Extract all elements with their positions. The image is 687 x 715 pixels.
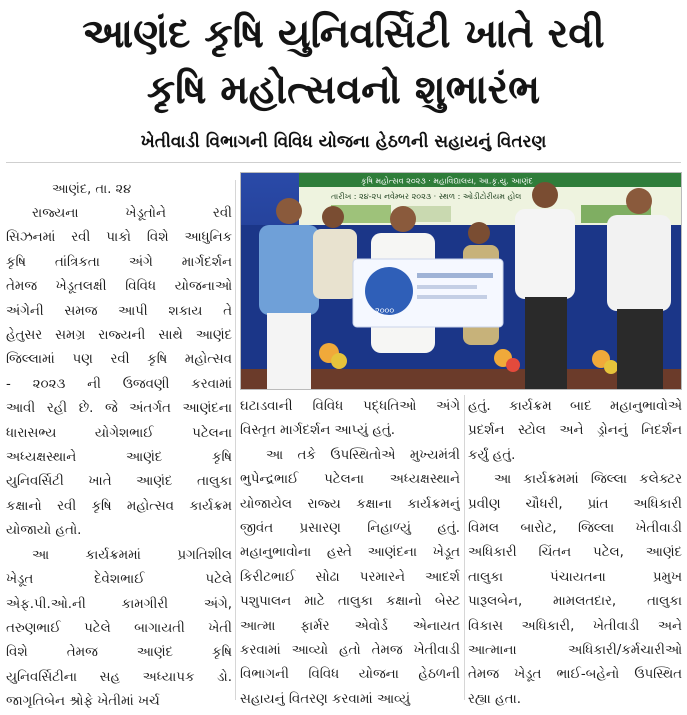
article-line: યુનિવર્સિટી ખાતે આણંદ તાલુકા [6,474,232,490]
article-column-1 [6,202,232,715]
column-divider [464,395,465,700]
news-photo [240,172,682,390]
column-divider [235,180,236,700]
ceremonial-cheque [353,259,503,327]
article-line: વિસ્તૃત માર્ગદર્શન આપ્યું હતું. [240,423,396,439]
article-column-3 [468,395,682,712]
article-line: આવી રહી છે. જે અંતર્ગત આણંદના [6,401,232,417]
article-line: યુનિવર્સિટીના સહ અધ્યાપક ડો. [6,669,232,685]
headline-line-2: કૃષિ મહોત્સવનો શુભારંભ [146,67,541,113]
banner-line-2: તારીખ : ૨૪-૨૫ નવેમ્બર ૨૦૨૩ · સ્થળ : ઓડીટોરીયમ હોલ [331,192,522,201]
article-line: વિભાગની વિવિધ યોજના હેઠળની [240,667,460,683]
article-line: કૃષિ તાંત્રિકતા અંગે માર્ગદર્શન [6,254,232,270]
article-line: પારૂલબેન, મામલતદાર, તાલુકા [468,594,682,610]
article-line: મહાનુભાવોના હસ્તે આણંદના ખેડૂત [240,545,460,561]
article-line: તેમજ ખેડૂતલક્ષી વિવિધ યોજનાઓ [6,279,232,295]
article-line: જાગૃતિબેન શ્રોફે ખેતીમાં ખર્ચ [6,694,160,710]
article-line: યોજાયેલ રાજ્ય કક્ષાના કાર્યક્રમનું [240,496,460,512]
article-line: રાજ્યના ખેડૂતોને રવી [32,206,232,221]
article-column-2 [240,395,460,712]
article-line: આ કાર્યક્રમમાં જિલ્લા કલેક્ટર [494,472,682,488]
banner-line-1: કૃષિ મહોત્સવ ૨૦૨૩ · મહાવિદ્યાલય, આ.કૃ.યુ. આણંદ [361,176,533,186]
divider [6,162,681,163]
article-line: હેતુસર સમગ્ર રાજ્યની સાથે આણંદ [6,328,232,344]
article-line: તાલુકા પંચાયતના પ્રમુખ [468,569,682,585]
article-line: વિમલ બારોટ, જિલ્લા ખેતીવાડી [468,521,682,537]
article-line: તરુણભાઈ પટેલે બાગાયતી ખેતી [6,620,232,636]
article-line: ઘટાડવાની વિવિધ પદ્ધતિઓ અંગે [240,399,460,414]
article-line: પ્રદર્શન સ્ટોલ અને ડ્રોનનું નિદર્શન [468,423,682,439]
article-line: આ કાર્યક્રમમાં પ્રગતિશીલ [32,547,232,563]
article-line: અધિકારી ચિંતન પટેલ, આણંદ [468,545,682,561]
dateline: આણંદ, તા. ૨૪ [52,182,132,197]
article-line: એફ.પી.ઓ.ની કામગીરી અંગે, [6,596,232,612]
cheque-amount: ૨૦૦૦ [375,306,395,315]
article-line: ભુપેન્દ્રભાઈ પટેલના અધ્યક્ષસ્થાને [240,472,460,488]
article-line: કક્ષાનો રવી કૃષિ મહોત્સવ કાર્યક્રમ [6,498,232,514]
article-line: તેમજ ખેડૂત ભાઈ-બહેનો ઉપસ્થિત [468,667,682,683]
photo-illustration [241,173,682,390]
headline-line-1: આણંદ કૃષિ યુનિવર્સિટી ખાતે રવી [82,11,605,57]
article-line: પ્રવીણ ચૌધરી, પ્રાંત અધિકારી [468,496,682,512]
article-line: ખેડૂત દેવેશભાઈ પટેલે [6,572,232,588]
subheadline: ખેતીવાડી વિભાગની વિવિધ યોજના હેઠળની સહાયનું વિતરણ [140,132,547,152]
article-line: આત્મા ફાર્મર એવોર્ડ એનાયત [240,618,460,634]
article-line: આત્માના અધિકારી/કર્મચારીઓ [468,643,682,659]
article-line: સિઝનમાં રવી પાકો વિશે આધુનિક [6,230,232,246]
article-line: અંગેની સમજ આપી શકાય તે [6,303,232,319]
article-line: સહાયનું વિતરણ કરવામાં આવ્યું [240,691,411,707]
article-line: - ૨૦૨૩ ની ઉજવણી કરવામાં [6,376,232,392]
article-line: રહ્યા હતા. [468,691,521,707]
article-line: વિકાસ અધિકારી, ખેતીવાડી અને [468,618,682,634]
article-line: હતું. કાર્યક્રમ બાદ મહાનુભાવોએ [468,399,682,414]
article-line: જિલ્લામાં પણ રવી કૃષિ મહોત્સવ [6,352,232,368]
article-line: કિરીટભાઈ સોઢા પરમારને આદર્શ [240,569,460,585]
article-line: અધ્યક્ષસ્થાને આણંદ કૃષિ [6,450,232,466]
article-line: વિશે તેમજ આણંદ કૃષિ [6,645,232,661]
article-line: જીવંત પ્રસારણ નિહાળ્યું હતું. [240,521,460,537]
article-line: પશુપાલન માટે તાલુકા કક્ષાનો બેસ્ટ [240,594,460,610]
article-line: આ તકે ઉપસ્થિતોએ મુખ્યમંત્રી [266,447,460,463]
article-line: કરવામાં આવ્યો હતો તેમજ ખેતીવાડી [240,643,460,659]
article-line: ધારાસભ્ય યોગેશભાઈ પટેલના [6,425,232,441]
article-line: કર્યું હતું. [468,447,516,463]
article-line: યોજાયો હતો. [6,523,82,539]
